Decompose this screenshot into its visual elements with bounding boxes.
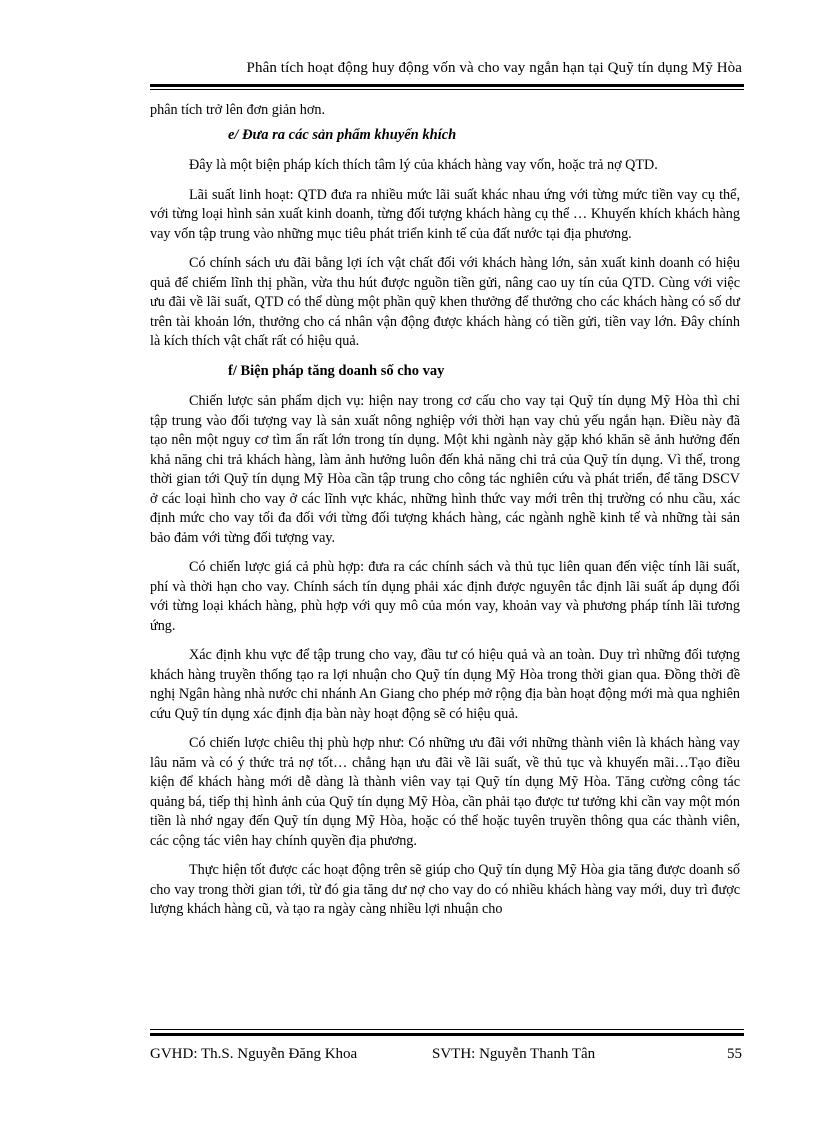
section-e-paragraph-1: Đây là một biện pháp kích thích tâm lý của khách hàng vay vốn, hoặc trả nợ QTD. [189,157,658,173]
footer-student: SVTH: Nguyễn Thanh Tân [432,1046,596,1062]
section-e-paragraph-3: Có chính sách ưu đãi bằng lợi ích vật chất đối với khách hàng lớn, sản xuất kinh doanh có hiệu quả để chiếm lĩnh thị phần, vừa thu hút được nguồn tiền gửi, nâng cao uy tín của QTD. Cùng với việc ưu đãi về lãi suất, QTD có thể dùng một phần quỹ khen thưởng để thưởng cho các khách hàng có số dư trên tài khoản lớn, thưởng cho cá nhân vận động được khách hàng có tiền gửi, tiền vay lớn. Đây chính là kích thích vật chất rất có hiệu quả. [150,255,740,349]
section-f-paragraph-4: Có chiến lược chiêu thị phù hợp như: Có những ưu đãi với những thành viên là khách hàng vay lâu năm và có ý thức trả nợ tốt… chẳng hạn ưu đãi về lãi suất, về thủ tục và khuyến mãi…Tạo điều kiện để khách hàng mới dễ dàng là thành viên vay tại Quỹ tín dụng Mỹ Hòa. Tăng cường công tác quảng bá, tiếp thị hình ảnh của Quỹ tín dụng Mỹ Hòa, cần phải tạo được tư tưởng khi cần vay một món tiền là nhớ ngay đến Quỹ tín dụng Mỹ Hòa, hoặc có thể hoặc tuyên truyền thông qua các thành viên, các cộng tác viên hay chính quyền địa phương. [150,735,740,849]
footer-divider-thin [150,1029,744,1030]
section-e-heading: e/ Đưa ra các sản phẩm khuyến khích [228,126,457,143]
page-number: 55 [727,1046,742,1062]
footer-advisor: GVHD: Th.S. Nguyễn Đăng Khoa [150,1046,358,1062]
section-e-paragraph-2: Lãi suất linh hoạt: QTD đưa ra nhiều mức lãi suất khác nhau ứng với từng mức tiền vay cụ thể, với từng loại hình sản xuất kinh doanh, từng đối tượng khách hàng cụ thể … Khuyến khích khách hàng vay vốn tập trung vào những mục tiêu phát triển kinh tế của đất nước tại địa phương. [150,186,740,242]
footer-divider-thick [150,1033,744,1036]
section-f-heading: f/ Biện pháp tăng doanh số cho vay [228,362,445,379]
continuation-text: phân tích trở lên đơn giản hơn. [150,102,325,118]
section-f-paragraph-2: Có chiến lược giá cả phù hợp: đưa ra các chính sách và thủ tục liên quan đến việc tính lãi suất, phí và thời hạn cho vay. Chính sách tín dụng phải xác định được nguyên tắc định lãi suất áp dụng đối với từng loại khách hàng, phù hợp với quy mô của món vay, khoản vay và phương pháp tính lãi tương ứng. [150,559,740,634]
header-divider-thin [150,89,744,90]
section-f-paragraph-1: Chiến lược sản phẩm dịch vụ: hiện nay trong cơ cấu cho vay tại Quỹ tín dụng Mỹ Hòa thì chỉ tập trung vào đối tượng vay là sản xuất nông nghiệp với thời hạn vay chủ yếu ngắn hạn. Điều này đã tạo nên một nguy cơ tìm ẩn rất lớn trong tín dụng. Một khi ngành này gặp khó khăn sẽ ảnh hưởng đến khả năng chi trả khách hàng, làm ảnh hưởng luôn đến khả năng chi trả của Quỹ tín dụng. Vì thế, trong thời gian tới Quỹ tín dụng Mỹ Hòa cần tập trung cho công tác nghiên cứu và phát triển, để tăng DSCV ở các loại hình cho vay ở các lĩnh vực khác, những hình thức vay mới trên thị trường có nhu cầu, xác định mức cho vay tối đa đối với từng đối tượng khách hàng, các ngành nghề kinh tế và những tài sản bảo đảm với từng đối tượng vay. [150,393,740,546]
page-body [150,101,740,930]
header-divider-thick [150,84,744,87]
section-f-paragraph-3: Xác định khu vực để tập trung cho vay, đầu tư có hiệu quả và an toàn. Duy trì những đối tượng khách hàng truyền thống tạo ra lợi nhuận cho Quỹ tín dụng Mỹ Hòa trong thời gian qua. Đồng thời đề nghị Ngân hàng nhà nước chi nhánh An Giang cho phép mở rộng địa bàn hoạt động mới mà qua nghiên cứu Quỹ tín dụng xác định địa bàn này hoạt động sẽ có hiệu quả. [150,647,740,722]
running-header-title: Phân tích hoạt động huy động vốn và cho vay ngắn hạn tại Quỹ tín dụng Mỹ Hòa [246,60,742,76]
section-f-paragraph-5: Thực hiện tốt được các hoạt động trên sẽ giúp cho Quỹ tín dụng Mỹ Hòa gia tăng được doanh số cho vay trong thời gian tới, từ đó gia tăng dư nợ cho vay do có nhiều khách hàng vay mới, duy trì được lượng khách hàng cũ, và tạo ra ngày càng nhiều lợi nhuận cho [150,862,740,917]
